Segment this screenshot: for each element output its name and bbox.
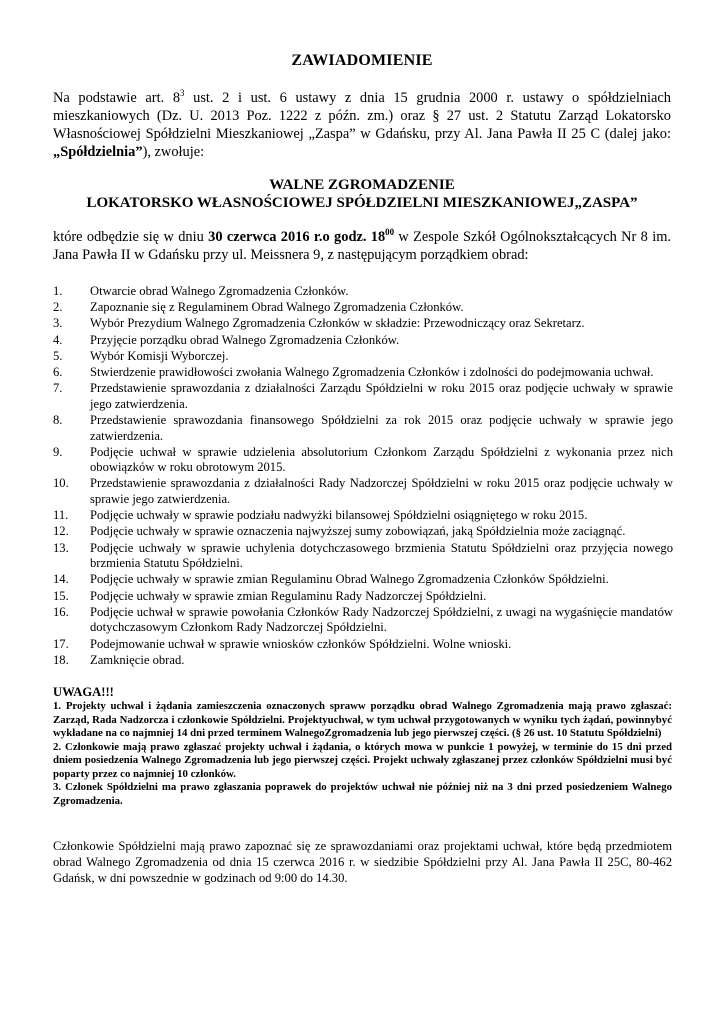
agenda-item-number: 18. bbox=[53, 652, 69, 667]
agenda-item-text: Przyjęcie porządku obrad Walnego Zgromadzenia Członków. bbox=[90, 332, 400, 347]
agenda-item bbox=[53, 589, 673, 605]
agenda-item-text: Podejmowanie uchwał w sprawie wniosków członków Spółdzielni. Wolne wnioski. bbox=[90, 636, 512, 651]
agenda-item-text: Przedstawienie sprawozdania finansowego Spółdzielni za rok 2015 oraz podjęcie uchwały w sprawie jego zatwierdzenia. bbox=[90, 412, 673, 443]
agenda-item bbox=[53, 605, 673, 636]
agenda-item bbox=[53, 333, 673, 349]
agenda-item bbox=[53, 637, 673, 653]
intro-text-2: ust. 2 i ust. 6 ustawy z dnia 15 grudnia 2000 r. ustawy o spółdzielniach mieszkaniowych (Dz. U. 2013 Poz. 1222 z późn. zm.) oraz § 27 ust. 2 Statutu Zarząd Lokatorsko Własnościowej Spółdzielni Mieszkaniowej „Zaspa” w Gdańsku, przy Al. Jana Pawła II 25 C (dalej jako: bbox=[53, 90, 671, 142]
agenda-item-text: Wybór Prezydium Walnego Zgromadzenia Członków w składzie: Przewodniczący oraz Sekretarz. bbox=[90, 316, 585, 331]
agenda-item-number: 5. bbox=[53, 348, 63, 363]
warning-note: 3. Członek Spółdzielni ma prawo zgłaszania poprawek do projektów uchwał nie później niż na 3 dni przed posiedzeniem Walnego Zgromadzenia. bbox=[53, 781, 672, 807]
agenda-item-text: Zamknięcie obrad. bbox=[90, 652, 185, 667]
document-title: ZAWIADOMIENIE bbox=[291, 52, 433, 69]
assembly-heading-line-1: WALNE ZGROMADZENIE bbox=[269, 177, 455, 193]
agenda-item bbox=[53, 349, 673, 365]
assembly-heading bbox=[0, 176, 724, 212]
agenda-item-text: Podjęcie uchwały w sprawie uchylenia dotychczasowego brzmienia Statutu Spółdzielni oraz przyjęcia nowego brzmienia Statutu Spółdzielni. bbox=[90, 540, 673, 571]
intro-superscript: 3 bbox=[180, 87, 185, 98]
meeting-details bbox=[53, 228, 671, 264]
agenda-item-number: 12. bbox=[53, 524, 69, 539]
agenda-item-number: 11. bbox=[53, 508, 69, 523]
agenda-item bbox=[53, 316, 673, 332]
warning-note: 1. Projekty uchwał i żądania zamieszczenia oznaczonych spraww porządku obrad Walnego Zgromadzenia mają prawo zgłaszać: Zarząd, Rada Nadzorcza i członkowie Spółdzielni. Projektyuchwał, w tym uchwał przygotowanych w wyniku tych żądań, powinnybyć wykładane na co najmniej 14 dni przed terminem WalnegoZgromadzenia lub jego pierwszej części. (§ 26 ust. 10 Statutu Spółdzielni) bbox=[53, 700, 672, 739]
agenda-item-number: 9. bbox=[53, 444, 63, 459]
agenda-item-text: Podjęcie uchwały w sprawie oznaczenia najwyższej sumy zobowiązań, jaką Spółdzielnia może zaciągnąć. bbox=[90, 524, 626, 539]
agenda-item-number: 17. bbox=[53, 636, 69, 651]
agenda-list bbox=[53, 284, 673, 669]
warning-title: UWAGA!!! bbox=[53, 685, 114, 699]
meeting-date-text: 30 czerwca 2016 r.o godz. 18 bbox=[208, 229, 386, 245]
agenda-item bbox=[53, 508, 673, 524]
agenda-item bbox=[53, 541, 673, 572]
agenda-item-number: 1. bbox=[53, 284, 63, 298]
agenda-item-text: Otwarcie obrad Walnego Zgromadzenia Członków. bbox=[90, 284, 349, 298]
agenda-item-text: Podjęcie uchwały w sprawie zmian Regulaminu Obrad Walnego Zgromadzenia Członków Spółdzielni. bbox=[90, 572, 609, 587]
agenda-item-text: Przedstawienie sprawozdania z działalności Zarządu Spółdzielni w roku 2015 oraz podjęcie uchwały w sprawie jego zatwierdzenia. bbox=[90, 381, 673, 411]
agenda-item-text: Zapoznanie się z Regulaminem Obrad Walnego Zgromadzenia Członków. bbox=[90, 300, 464, 315]
agenda-item-number: 16. bbox=[53, 604, 69, 619]
agenda-item bbox=[53, 572, 673, 588]
agenda-item bbox=[53, 653, 673, 669]
agenda-item bbox=[53, 476, 673, 507]
agenda-item-text: Podjęcie uchwał w sprawie udzielenia absolutorium Członkom Zarządu Spółdzielni z wykonania przez nich obowiązków w roku obrotowym 2015. bbox=[90, 444, 673, 475]
agenda-item-number: 13. bbox=[53, 540, 69, 555]
intro-text-3: ), zwołuje: bbox=[142, 144, 205, 160]
agenda-item-number: 8. bbox=[53, 412, 63, 427]
agenda-item-number: 14. bbox=[53, 572, 69, 587]
warning-notes bbox=[53, 700, 672, 808]
agenda-item bbox=[53, 284, 673, 300]
assembly-heading-line-2: LOKATORSKO WŁASNOŚCIOWEJ SPÓŁDZIELNI MIESZKANIOWEJ„ZASPA” bbox=[86, 195, 638, 211]
meeting-date bbox=[208, 226, 395, 245]
agenda-item-number: 3. bbox=[53, 316, 63, 331]
intro-paragraph bbox=[53, 89, 671, 161]
agenda-item-number: 4. bbox=[53, 332, 63, 347]
meeting-text-1: które odbędzie się w dniu bbox=[53, 229, 209, 245]
agenda-item-text: Podjęcie uchwały w sprawie podziału nadwyżki bilansowej Spółdzielni osiągniętego w roku 2015. bbox=[90, 508, 588, 523]
meeting-text-2: w Zespole Szkół Ogólnokształcących Nr 8 im. Jana Pawła II w Gdańsku przy ul. Meissnera 9, z następującym porządkiem obrad: bbox=[53, 229, 672, 263]
agenda-item-number: 15. bbox=[53, 588, 69, 603]
agenda-item bbox=[53, 445, 673, 476]
agenda-item bbox=[53, 381, 673, 412]
closing-paragraph: Członkowie Spółdzielni mają prawo zapoznać się ze sprawozdaniami oraz projektami uchwał, które będą przedmiotem obrad Walnego Zgromadzenia od dnia 15 czerwca 2016 r. w siedzibie Spółdzielni przy Al. Jana Pawła II 25C, 80-462 Gdańsk, w dni powszednie w godzinach od 9:00 do 14.30. bbox=[53, 839, 672, 885]
meeting-time-superscript: 00 bbox=[385, 226, 395, 237]
agenda-item-number: 7. bbox=[53, 381, 63, 396]
agenda-item bbox=[53, 524, 673, 540]
agenda-item-number: 10. bbox=[53, 476, 69, 491]
intro-cooperative-name: „Spółdzielnia” bbox=[53, 144, 143, 160]
agenda-item-text: Podjęcie uchwał w sprawie powołania Członków Rady Nadzorczej Spółdzielni, z uwagi na wygaśnięcie mandatów dotychczasowym Członkom Rady Nadzorczej Spółdzielni. bbox=[90, 604, 673, 635]
agenda-item bbox=[53, 365, 673, 381]
agenda-item-number: 2. bbox=[53, 300, 63, 315]
intro-text-1: Na podstawie art. 8 bbox=[53, 90, 181, 106]
agenda-item-text: Stwierdzenie prawidłowości zwołania Walnego Zgromadzenia Członków i zdolności do podejmowania uchwał. bbox=[90, 364, 654, 379]
agenda-item-number: 6. bbox=[53, 364, 63, 379]
warning-note: 2. Członkowie mają prawo zgłaszać projekty uchwał i żądania, o których mowa w punkcie 1 powyżej, w terminie do 15 dni przed dniem posiedzenia Walnego Zgromadzenia lub jego pierwszej części. Projekt uchwały zgłaszanej przez członków Spółdzielni musi być poparty przez co najmniej 10 członków. bbox=[53, 740, 672, 780]
agenda-item-text: Podjęcie uchwały w sprawie zmian Regulaminu Rady Nadzorczej Spółdzielni. bbox=[90, 588, 487, 603]
agenda-item bbox=[53, 413, 673, 444]
agenda-item-text: Przedstawienie sprawozdania z działalności Rady Nadzorczej Spółdzielni w roku 2015 oraz podjęcie uchwały w sprawie jego zatwierdzenia. bbox=[90, 476, 673, 507]
agenda-item bbox=[53, 300, 673, 316]
agenda-item-text: Wybór Komisji Wyborczej. bbox=[90, 348, 229, 363]
